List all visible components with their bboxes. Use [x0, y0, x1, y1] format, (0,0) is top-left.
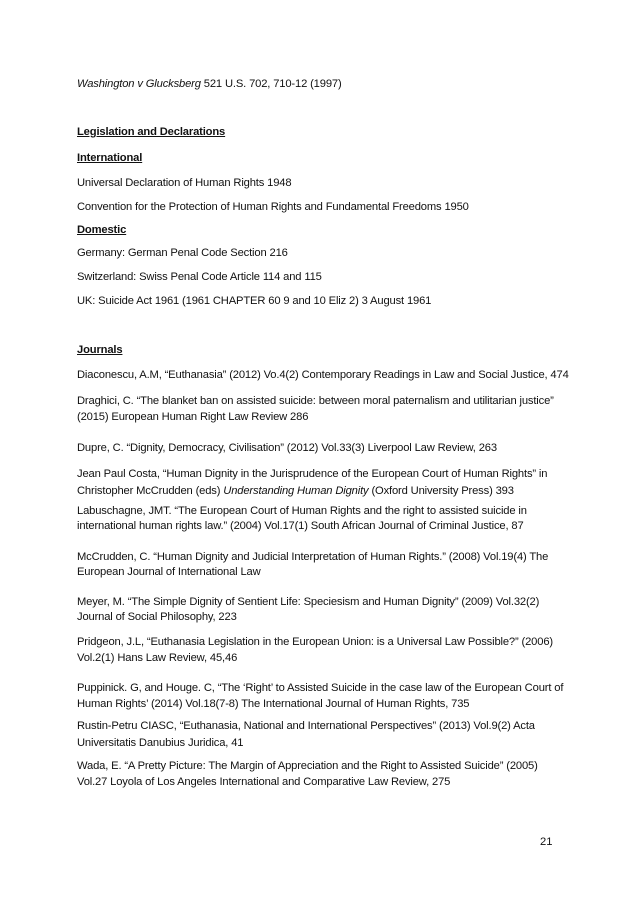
journal-entry: Rustin-Petru CIASC, “Euthanasia, National and International Perspectives” (2013) Vol.9(2) Acta [77, 720, 535, 732]
case-reference: 521 U.S. 702, 710-12 (1997) [200, 78, 342, 90]
international-heading: International [77, 152, 143, 164]
domestic-heading: Domestic [77, 224, 127, 236]
international-item: Convention for the Protection of Human Rights and Fundamental Freedoms 1950 [77, 201, 469, 213]
journal-entry-cont: international human rights law.” (2004) Vol.17(1) South African Journal of Criminal Justice, 87 [77, 520, 524, 532]
journal-entry: Pridgeon, J.L, “Euthanasia Legislation in the European Union: is a Universal Law Possible?” (2006) [77, 636, 553, 648]
international-item: Universal Declaration of Human Rights 1948 [77, 177, 292, 189]
journal-entry-cont: Human Rights’ (2014) Vol.18(7-8) The International Journal of Human Rights, 735 [77, 698, 470, 710]
journal-entry: Draghici, C. “The blanket ban on assisted suicide: between moral paternalism and utilitarian justice” [77, 395, 554, 407]
journal-entry: Dupre, C. “Dignity, Democracy, Civilisation” (2012) Vol.33(3) Liverpool Law Review, 263 [77, 442, 497, 454]
journal-entry: Puppinick. G, and Houge. C, “The ‘Right’ to Assisted Suicide in the case law of the European Court of [77, 682, 564, 694]
domestic-item: Switzerland: Swiss Penal Code Article 114 and 115 [77, 271, 322, 283]
journal-entry: Labuschagne, JMT. “The European Court of Human Rights and the right to assisted suicide in [77, 505, 527, 517]
case-name: Washington v Glucksberg [77, 78, 201, 90]
journal-entry: Diaconescu, A.M, “Euthanasia” (2012) Vo.4(2) Contemporary Readings in Law and Social Justice, 474 [77, 369, 569, 381]
journal-entry-cont: Vol.27 Loyola of Los Angeles International and Comparative Law Review, 275 [77, 776, 451, 788]
page-number: 21 [540, 836, 553, 848]
costa-editor: Christopher McCrudden (eds) [77, 485, 224, 497]
journal-entry-cont: (2015) European Human Right Law Review 286 [77, 411, 309, 423]
legislation-heading: Legislation and Declarations [77, 126, 226, 138]
journal-entry: Meyer, M. “The Simple Dignity of Sentient Life: Speciesism and Human Dignity” (2009) Vol.32(2) [77, 596, 540, 608]
journal-entry-cont: European Journal of International Law [77, 566, 261, 578]
journal-entry-cont: Journal of Social Philosophy, 223 [77, 611, 237, 623]
journal-entry-cont: Universitatis Danubius Juridica, 41 [77, 737, 244, 749]
costa-book-title: Understanding Human Dignity [223, 485, 369, 497]
domestic-item: Germany: German Penal Code Section 216 [77, 247, 288, 259]
costa-publisher: (Oxford University Press) 393 [368, 485, 514, 497]
journal-entry-cont: Vol.2(1) Hans Law Review, 45,46 [77, 652, 238, 664]
journal-entry: McCrudden, C. “Human Dignity and Judicial Interpretation of Human Rights.” (2008) Vol.19(4) The [77, 551, 549, 563]
journals-heading: Journals [77, 344, 123, 356]
journal-entry: Jean Paul Costa, “Human Dignity in the Jurisprudence of the European Court of Human Rights” in [77, 468, 548, 480]
journal-entry: Wada, E. “A Pretty Picture: The Margin of Appreciation and the Right to Assisted Suicide” (2005) [77, 760, 538, 772]
journal-entry-cont [77, 484, 577, 500]
case-citation [77, 77, 577, 93]
domestic-item: UK: Suicide Act 1961 (1961 CHAPTER 60 9 and 10 Eliz 2) 3 August 1961 [77, 295, 432, 307]
